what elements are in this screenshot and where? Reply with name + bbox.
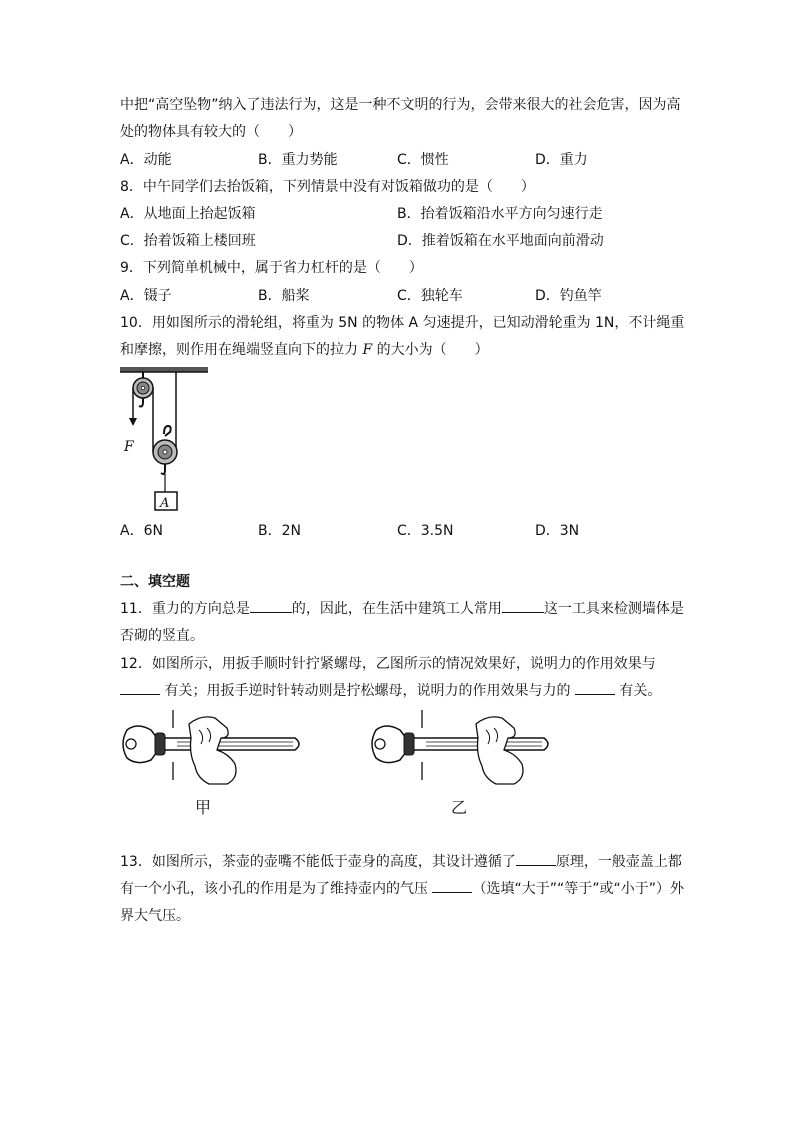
figure-label-jia: 甲 <box>195 798 212 817</box>
q7-option-c[interactable]: C．惯性 <box>397 152 449 168</box>
movable-pulley <box>153 440 177 474</box>
q12-blank-2[interactable] <box>575 694 615 695</box>
section-title: 二、填空题 <box>120 574 190 590</box>
block-label-A: A <box>160 496 170 511</box>
q13-blank-1[interactable] <box>516 865 556 866</box>
q13-line1: 13．如图所示，茶壶的壶嘴不能低于壶身的高度，其设计遵循了 原理，一般壶盖上都 <box>120 854 682 870</box>
q11-blank-1[interactable] <box>250 612 292 613</box>
q11-line1: 11．重力的方向总是 的，因此，在生活中建筑工人常用 这一工具来检测墙体是 <box>120 601 684 617</box>
q7-option-d[interactable]: D．重力 <box>535 152 588 168</box>
q11-blank-2[interactable] <box>502 612 544 613</box>
q13-blank-2[interactable] <box>432 892 472 893</box>
q10-option-b[interactable]: B．2N <box>258 523 301 539</box>
q8-option-a[interactable]: A．从地面上抬起饭箱 <box>120 206 256 222</box>
force-arrow <box>129 418 137 426</box>
q10-option-d[interactable]: D．3N <box>535 523 580 539</box>
pulley-diagram <box>118 364 214 516</box>
q9-option-b[interactable]: B．船桨 <box>258 288 310 304</box>
q9-option-d[interactable]: D．钓鱼竿 <box>535 288 602 304</box>
q10-line2: 和摩擦，则作用在绳端竖直向下的拉力 F 的大小为（ ） <box>120 342 489 358</box>
q12-line2: 有关；用扳手逆时针转动则是拧松螺母，说明力的作用效果与力的 有关。 <box>120 681 661 701</box>
q9-stem: 9．下列简单机械中，属于省力杠杆的是（ ） <box>120 260 423 276</box>
q8-stem: 8．中午同学们去抬饭箱，下列情景中没有对饭箱做功的是（ ） <box>120 179 535 195</box>
fixed-pulley <box>133 378 153 407</box>
q10-option-a[interactable]: A．6N <box>120 523 163 539</box>
q13-line2: 有一个小孔，该小孔的作用是为了维持壶内的气压 （选填“大于”“等于”或“小于”）外 <box>120 881 684 897</box>
wrench-figure-yi <box>366 708 556 786</box>
q8-option-c[interactable]: C．抬着饭箱上楼回班 <box>120 233 256 249</box>
q8-option-b[interactable]: B．抬着饭箱沿水平方向匀速行走 <box>397 206 603 222</box>
force-label-F: F <box>124 439 134 455</box>
figure-label-yi: 乙 <box>451 798 468 817</box>
q11-line2: 否砌的竖直。 <box>120 628 204 644</box>
q7-option-b[interactable]: B．重力势能 <box>258 152 338 168</box>
q12-blank-1[interactable] <box>120 694 160 695</box>
q8-option-d[interactable]: D．推着饭箱在水平地面向前滑动 <box>397 233 604 249</box>
q10-line1: 10．用如图所示的滑轮组，将重为 5N 的物体 A 匀速提升，已知动滑轮重为 1N，不计绳重 <box>120 315 685 331</box>
q10-option-c[interactable]: C．3.5N <box>397 523 454 539</box>
q7-option-a[interactable]: A．动能 <box>120 152 172 168</box>
wrench-figure-jia <box>117 708 307 786</box>
q9-option-a[interactable]: A．镊子 <box>120 288 172 304</box>
q7-line2: 处的物体具有较大的（ ） <box>120 124 302 140</box>
q13-line3: 界大气压。 <box>120 908 190 924</box>
q12-line1: 12．如图所示，用扳手顺时针拧紧螺母，乙图所示的情况效果好，说明力的作用效果与 <box>120 656 656 672</box>
q7-line1: 中把“高空坠物”纳入了违法行为，这是一种不文明的行为，会带来很大的社会危害，因为高 <box>120 97 681 113</box>
q9-option-c[interactable]: C．独轮车 <box>397 288 463 304</box>
